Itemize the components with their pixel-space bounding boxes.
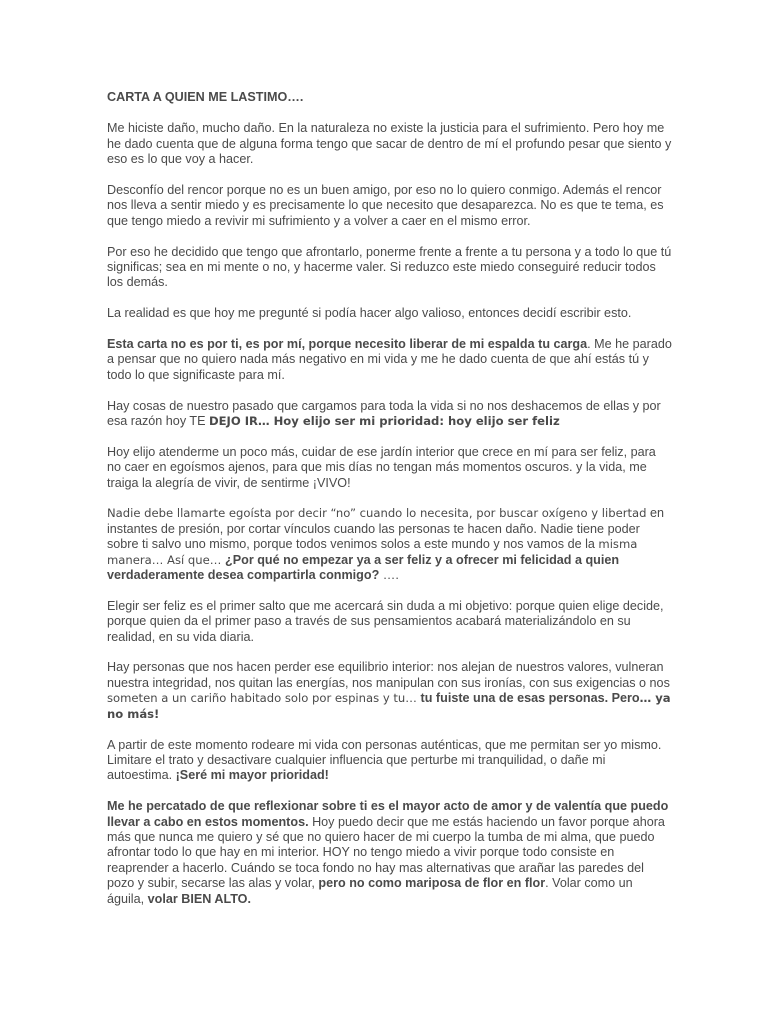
- paragraph-11-start: A partir de este momento rodeare mi vida con personas auténticas, que me permitan ser yo mismo. Limitare el trato y desactivare cualquier influencia que perturbe mi tranquilidad, o dañe mi autoestima.: [107, 737, 662, 783]
- paragraph-12-bold: Me he percatado de que reflexionar sobre ti es el mayor acto de amor y de valentía que puedo llevar a cabo en estos momentos.: [107, 799, 669, 829]
- paragraph-11-bold: ¡Seré mi mayor prioridad!: [175, 768, 329, 783]
- paragraph-12: [107, 799, 672, 907]
- paragraph-9: Elegir ser feliz es el primer salto que me acercará sin duda a mi objetivo: porque quien elige decide, porque quien da el primer paso a través de sus pensamientos acabará materializándolo en su realidad, en su vida diaria.: [107, 598, 664, 644]
- paragraph-2: Desconfío del rencor porque no es un buen amigo, por eso no lo quiero conmigo. Además el rencor nos lleva a sentir miedo y es precisamente lo que necesito que desaparezca. No es que te tema, es que tengo miedo a revivir mi sufrimiento y a volver a caer en el mismo error.: [107, 183, 664, 228]
- paragraph-4: La realidad es que hoy me pregunté si podía hacer algo valioso, entonces decidí escribir esto.: [107, 306, 632, 321]
- paragraph-8: [107, 506, 672, 583]
- paragraph-10-bold-2: … ya no más!: [107, 691, 671, 721]
- paragraph-12-mid-2: . Volar como un águila,: [107, 876, 633, 906]
- paragraph-8-narrow-2: misma manera… Así que…: [107, 537, 638, 567]
- document-page: [107, 90, 672, 922]
- paragraph-10-bold: tu fuiste una de esas personas. Pero: [420, 691, 640, 706]
- paragraph-3: Por eso he decidido que tengo que afrontarlo, ponerme frente a frente a tu persona y a todo lo que tú significas; sea en mi mente o no, y hacerme valer. Si reduzco este miedo conseguiré reducir todos los demás.: [107, 244, 672, 290]
- paragraph-8-mid: en instantes de presión, por cortar vínculos cuando las personas te hacen daño. Nadie tiene poder sobre ti salvo uno mismo, porque todos venimos solos a este mundo y nos vamos de la: [107, 506, 665, 552]
- paragraph-7: Hoy elijo atenderme un poco más, cuidar de ese jardín interior que crece en mí para ser feliz, para no caer en egoísmos ajenos, para que mis días no tengan más momentos oscuros. y la vida, me traiga la alegría de vivir, de sentirme ¡VIVO!: [107, 444, 656, 490]
- paragraph-5-rest: . Me he parado a pensar que no quiero nada más negativo en mi vida y me he dado cuenta de que ahí estás tú y todo lo que significaste para mí.: [107, 337, 672, 382]
- paragraph-8-end: ….: [379, 568, 399, 583]
- paragraph-10: [107, 660, 672, 722]
- document-title: CARTA A QUIEN ME LASTIMO….: [107, 90, 304, 104]
- paragraph-6: [107, 399, 672, 430]
- paragraph-5: [107, 337, 672, 383]
- paragraph-10-narrow: someten a un cariño habitado solo por espinas y tu…: [107, 691, 421, 706]
- paragraph-12-bold-3: volar BIEN ALTO.: [147, 891, 251, 906]
- paragraph-6-bold: DEJO IR… Hoy elijo ser mi prioridad: hoy elijo ser feliz: [208, 414, 560, 429]
- paragraph-8-bold: ¿Por qué no empezar ya a ser feliz y a ofrecer mi felicidad a quien verdaderamente desea compartirla conmigo?: [107, 552, 620, 583]
- paragraph-10-start: Hay personas que nos hacen perder ese equilibrio interior: nos alejan de nuestros valores, vulneran nuestra integridad, nos quitan las energías, nos manipulan con sus ironías, con sus exigencias o nos: [107, 660, 670, 690]
- paragraph-12-bold-2: pero no como mariposa de flor en flor: [318, 876, 546, 891]
- paragraph-6-start: Hay cosas de nuestro pasado que cargamos para toda la vida si no nos deshacemos de ellas y por esa razón hoy TE: [107, 398, 661, 429]
- paragraph-5-bold: Esta carta no es por ti, es por mí, porque necesito liberar de mi espalda tu carga: [107, 337, 588, 352]
- paragraph-1: Me hiciste daño, mucho daño. En la naturaleza no existe la justicia para el sufrimiento. Pero hoy me he dado cuenta que de alguna forma tengo que sacar de dentro de mí el profundo pesar que siento y eso es lo que voy a hacer.: [107, 121, 672, 167]
- paragraph-12-mid: Hoy puedo decir que me estás haciendo un favor porque ahora más que nunca me quiero y sé que no quiero hacer de mi cuerpo la tumba de mi alma, que puedo afrontar todo lo que hay en mi interior. HOY no tengo miedo a vivir porque todo consiste en reaprender a hacerlo. Cuándo se toca fondo no hay mas alternativas que arañar las paredes del pozo y subir, secarse las alas y volar,: [107, 814, 665, 891]
- paragraph-11: [107, 738, 672, 784]
- paragraph-8-narrow: Nadie debe llamarte egoísta por decir “no” cuando lo necesita, por buscar oxígeno y libertad: [107, 506, 647, 521]
